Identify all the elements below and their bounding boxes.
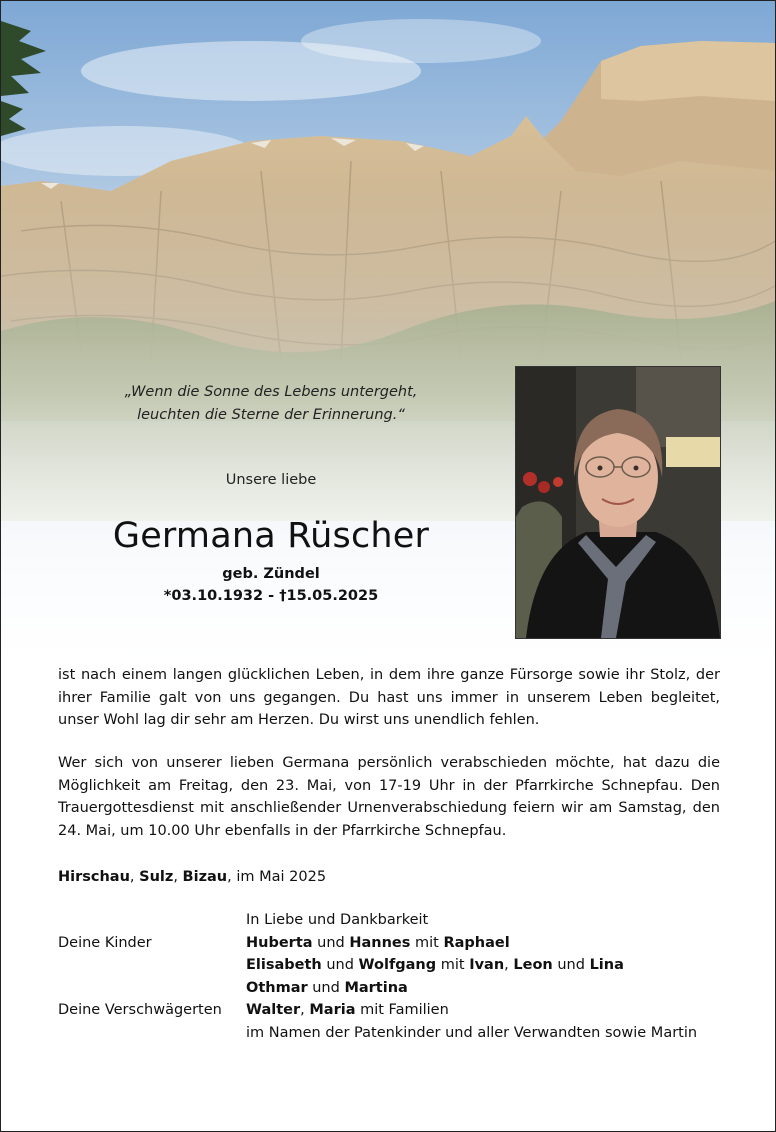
paragraph-service: Wer sich von unserer lieben Germana persönlich verabschieden möchte, hat dazu die Möglichkeit am Freitag, den 23. Mai, von 17-19 Uhr in der Pfarrkirche Schnepfau. Den Trauergottesdienst mit anschließender Urnenverabschiedung feiern wir am Samstag, den 24. Mai, um 10.00 Uhr ebenfalls in der Pfarrkirche Schnepfau. — [58, 755, 720, 839]
in-laws-line: Walter, Maria mit Familien — [246, 1002, 449, 1018]
town-name: Bizau — [182, 869, 228, 885]
intro-text: Unsere liebe — [225, 472, 317, 488]
quote-line-1: „Wenn die Sonne des Lebens untergeht, — [124, 384, 418, 400]
portrait-photo — [515, 366, 721, 639]
mourners-row — [58, 999, 758, 1022]
children-line-1: Huberta und Hannes mit Raphael — [246, 934, 510, 951]
closing-phrase: In Liebe und Dankbarkeit — [246, 912, 429, 928]
quote-line-2: leuchten die Sterne der Erinnerung.“ — [137, 407, 405, 423]
place-date-line: Hirschau, Sulz, Bizau, im Mai 2025 — [58, 869, 327, 885]
paragraph-life: ist nach einem langen glücklichen Leben, in dem ihre ganze Fürsorge sowie ihr Stolz, der ihrer Familie galt von uns gegangen. Du hast uns immer in unserem Leben begleitet, unser Wohl lag dir sehr am Herzen. Du wirst uns unendlich fehlen. — [58, 667, 720, 728]
mourners-row — [58, 954, 758, 977]
children-line-2: Elisabeth und Wolfgang mit Ivan, Leon und Lina — [246, 957, 624, 973]
memorial-quote — [61, 381, 481, 427]
mourners-list — [58, 909, 758, 1044]
children-line-3: Othmar und Martina — [246, 979, 408, 996]
relatives-line: im Namen der Patenkinder und aller Verwandten sowie Martin — [246, 1024, 698, 1041]
life-dates: *03.10.1932 - †15.05.2025 — [163, 588, 379, 604]
town-name: Hirschau — [58, 869, 130, 885]
place-date-suffix: , im Mai 2025 — [227, 869, 327, 885]
mourners-row — [58, 932, 758, 955]
birth-name: geb. Zündel — [222, 566, 320, 582]
town-name: Sulz — [139, 869, 174, 885]
mourners-row — [58, 909, 758, 932]
children-label: Deine Kinder — [58, 934, 152, 951]
deceased-name: Germana Rüscher — [112, 516, 430, 556]
mourners-row — [58, 977, 758, 1000]
in-laws-label: Deine Verschwägerten — [58, 1002, 222, 1018]
mourners-row — [58, 1022, 758, 1045]
